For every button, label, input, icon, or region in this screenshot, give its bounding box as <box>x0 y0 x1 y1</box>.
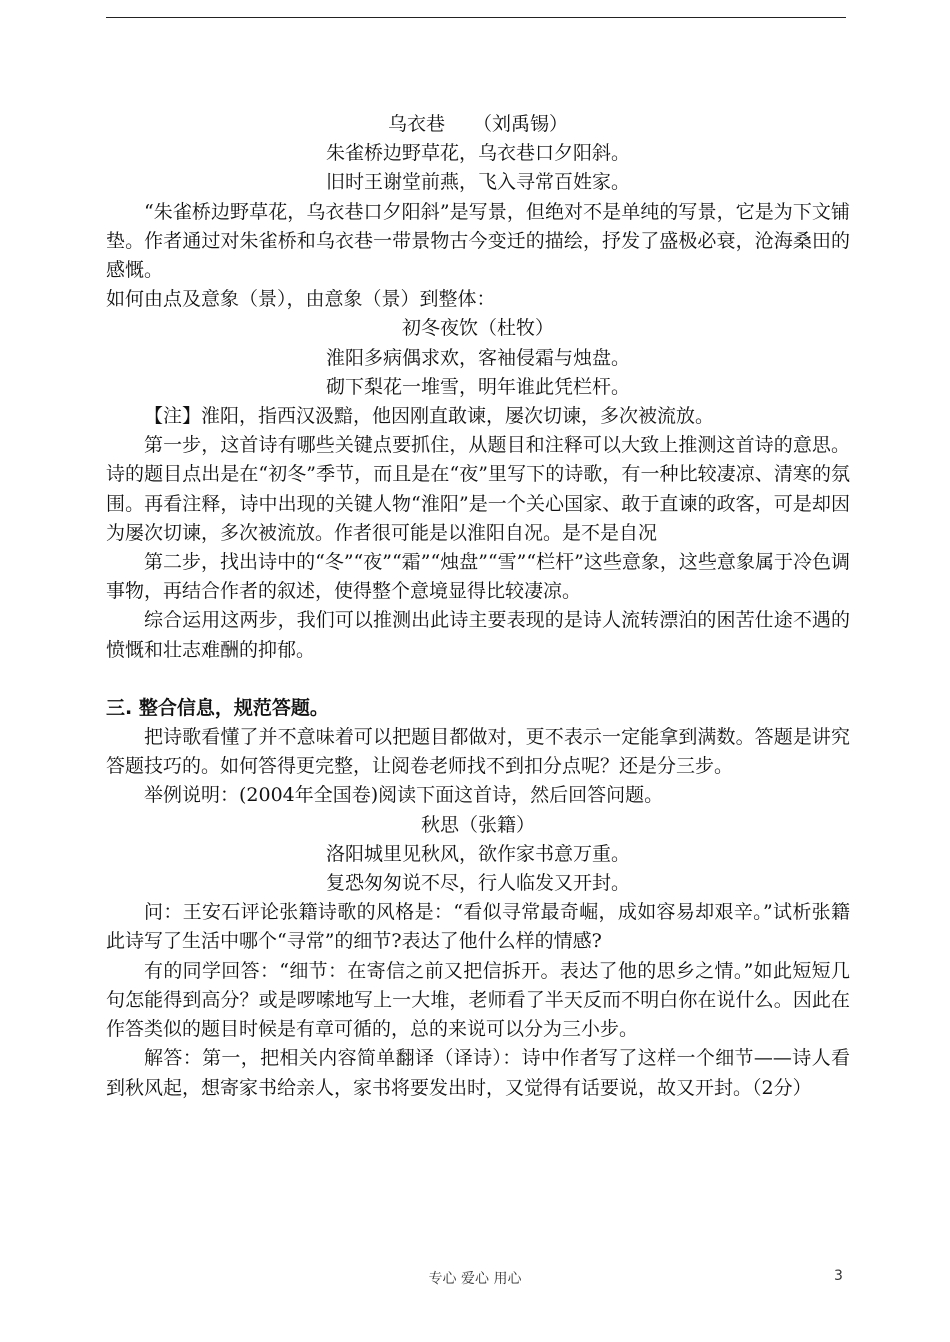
example-intro: 举例说明：(2004年全国卷)阅读下面这首诗，然后回答问题。 <box>144 784 664 807</box>
footer-motto: 专心 爱心 用心 <box>428 1271 522 1287</box>
step2-paragraph: 第二步，找出诗中的“冬”“夜”“霜”“烛盘”“雪”“栏杆”这些意象，这些意象属于冷色调事物，再结合作者的叙述，使得整个意境显得比较凄凉。 <box>106 551 850 603</box>
poem2-line2: 砌下梨花一堆雪，明年谁此凭栏杆。 <box>325 375 630 398</box>
method-intro: 如何由点及意象（景），由意象（景）到整体： <box>106 288 496 311</box>
document-body <box>106 110 850 1103</box>
poem1-title: 乌衣巷 <box>387 113 445 135</box>
page-number: 3 <box>834 1268 843 1284</box>
poem3-line2: 复恐匆匆说不尽，行人临发又开封。 <box>325 872 630 895</box>
analysis-paragraph: “朱雀桥边野草花，乌衣巷口夕阳斜”是写景，但绝对不是单纯的写景，它是为下文铺垫。作者通过对朱雀桥和乌衣巷一带景物古今变迁的描绘，抒发了盛极必衰，沧海桑田的感慨。 <box>106 200 850 282</box>
poem1-heading <box>106 110 850 139</box>
question-paragraph: 问：王安石评论张籍诗歌的风格是：“看似寻常最奇崛，成如容易却艰辛。”试析张籍此诗写了生活中哪个“寻常”的细节?表达了他什么样的情感? <box>106 901 850 953</box>
section3-heading: 三. 整合信息，规范答题。 <box>106 696 329 719</box>
section-spacer <box>106 665 850 694</box>
section3-paragraph: 把诗歌看懂了并不意味着可以把题目都做对，更不表示一定能拿到满数。答题是讲究答题技巧的。如何答得更完整，让阅卷老师找不到扣分点呢？还是分三步。 <box>106 726 850 778</box>
poem3-line1: 洛阳城里见秋风，欲作家书意万重。 <box>325 842 630 865</box>
poem1-line2: 旧时王谢堂前燕，飞入寻常百姓家。 <box>325 171 630 194</box>
answer-paragraph: 解答：第一，把相关内容简单翻译（译诗）：诗中作者写了这样一个细节——诗人看到秋风起，想寄家书给亲人，家书将要发出时，又觉得有话要说，故又开封。（2分） <box>106 1047 850 1099</box>
poem2-title: 初冬夜饮（杜牧） <box>401 317 554 340</box>
step1-paragraph: 第一步，这首诗有哪些关键点要抓住，从题目和注释可以大致上推测这首诗的意思。诗的题目点出是在“初冬”季节，而且是在“夜”里写下的诗歌，有一种比较凄凉、清寒的氛围。再看注释，诗中出现的关键人物“淮阳”是一个关心国家、敢于直谏的政客，可是却因为屡次切谏，多次被流放。作者很可能是以淮阳自况。是不是自况 <box>106 434 850 544</box>
poem2-line1: 淮阳多病偶求欢，客袖侵霜与烛盘。 <box>325 346 630 369</box>
summary-paragraph: 综合运用这两步，我们可以推测出此诗主要表现的是诗人流转漂泊的困苦仕途不遇的愤慨和壮志难酬的抑郁。 <box>106 609 850 661</box>
poem2-note: 【注】淮阳，指西汉汲黯，他因刚直敢谏，屡次切谏，多次被流放。 <box>144 405 715 428</box>
student-answer-paragraph: 有的同学回答：“细节：在寄信之前又把信拆开。表达了他的思乡之情。”如此短短几句怎能得到高分？或是啰嗦地写上一大堆，老师看了半天反而不明白你在说什么。因此在作答类似的题目时候是有章可循的，总的来说可以分为三小步。 <box>106 959 850 1041</box>
poem1-author: （刘禹锡） <box>473 113 569 135</box>
header-rule <box>106 17 846 18</box>
poem1-line1: 朱雀桥边野草花，乌衣巷口夕阳斜。 <box>325 142 630 165</box>
poem3-title: 秋思（张籍） <box>420 813 535 836</box>
